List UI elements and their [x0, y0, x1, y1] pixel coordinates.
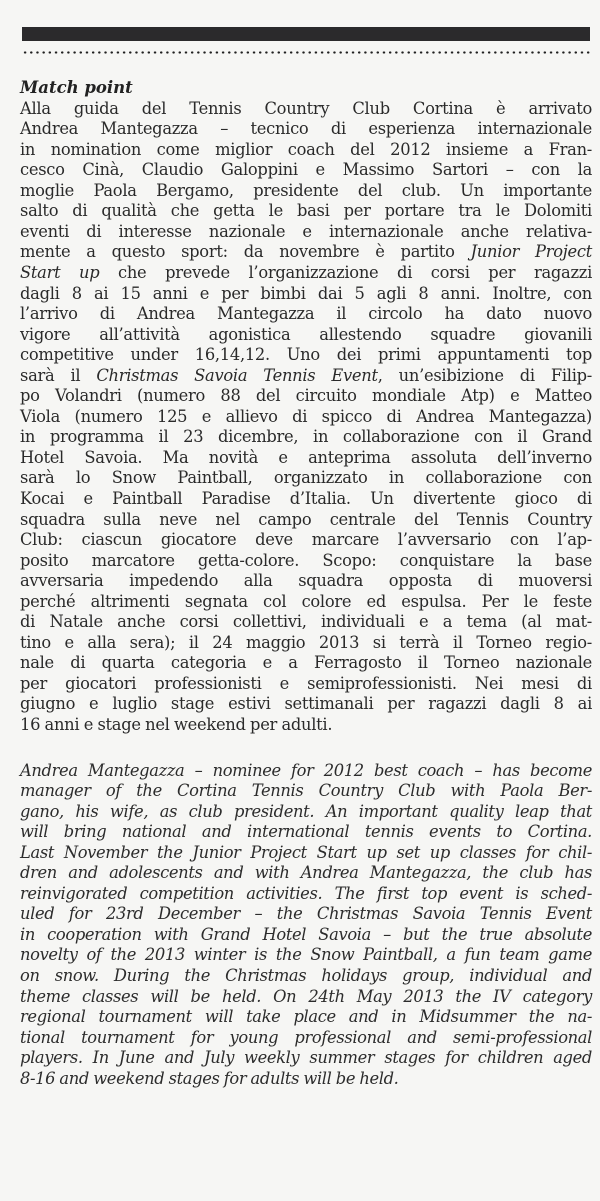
text-line: [20, 304, 592, 325]
article-heading: Match point: [20, 78, 133, 97]
text-line: [20, 427, 592, 448]
text-segment: Alla guida del Tennis Country Club Cortina è arrivato: [20, 98, 592, 118]
text-line: [20, 181, 592, 202]
text-segment: nale di quarta categoria e a Ferragosto il Torneo nazionale: [20, 653, 592, 673]
text-line: [20, 592, 592, 613]
text-segment: posito marcatore getta-colore. Scopo: conquistare la base: [20, 550, 592, 570]
text-segment: Viola (numero 125 e allievo di spicco di Andrea Mantegazza): [20, 406, 592, 426]
text-segment: 16 anni e stage nel weekend per adulti.: [20, 715, 333, 734]
text-segment: giugno e luglio stage estivi settimanali per ragazzi dagli 8 ai: [20, 694, 592, 714]
text-line: [20, 694, 592, 715]
text-line: on snow. During the Christmas holidays group, individual and: [20, 966, 592, 986]
text-line: theme classes will be held. On 24th May 2013 the IV category: [20, 986, 592, 1006]
text-line: [20, 119, 592, 140]
text-line: [20, 653, 592, 674]
text-line: [20, 345, 592, 366]
italic-text-segment: Junior Project: [470, 242, 592, 262]
text-line: dren and adolescents and with Andrea Mantegazza, the club has: [20, 863, 592, 883]
text-line: [20, 612, 592, 633]
text-line: [20, 715, 592, 736]
text-line: [20, 99, 592, 120]
text-segment: Kocai e Paintball Paradise d’Italia. Un divertente gioco di: [20, 488, 592, 508]
italic-text-segment: Christmas Savoia Tennis Event: [96, 365, 378, 385]
text-line: [20, 530, 592, 551]
text-line: uled for 23rd December – the Christmas Savoia Tennis Event: [20, 904, 592, 924]
text-segment: moglie Paola Bergamo, presidente del club. Un importante: [20, 180, 592, 200]
article: [20, 78, 592, 1089]
text-segment: salto di qualità che getta le basi per portare tra le Dolomiti: [20, 201, 592, 221]
text-segment: dagli 8 ai 15 anni e per bimbi dai 5 agli 8 anni. Inoltre, con: [20, 283, 592, 303]
text-line: [20, 140, 592, 161]
text-line: [20, 407, 592, 428]
english-paragraph: [20, 761, 592, 1090]
italian-paragraph: [20, 99, 592, 736]
text-segment: l’arrivo di Andrea Mantegazza il circolo ha dato nuovo: [20, 304, 592, 324]
text-line: 8-16 and weekend stages for adults will be held.: [20, 1068, 399, 1088]
text-segment: sarà il: [20, 365, 97, 385]
text-segment: di Natale anche corsi collettivi, individuali e a tema (al mat-: [20, 612, 592, 632]
text-segment: cesco Cinà, Claudio Galoppini e Massimo Sartori – con la: [20, 160, 592, 180]
text-line: [20, 489, 592, 510]
text-line: Andrea Mantegazza – nominee for 2012 best coach – has become: [20, 760, 592, 780]
text-line: [20, 160, 592, 181]
text-line: [20, 366, 592, 387]
text-segment: eventi di interesse nazionale e internazionale anche relativa-: [20, 221, 592, 241]
text-segment: in nomination come miglior coach del 2012 insieme a Fran-: [20, 139, 592, 159]
text-segment: perché altrimenti segnata col colore ed espulsa. Per le feste: [20, 591, 592, 611]
text-segment: che prevede l’organizzazione di corsi per ragazzi: [99, 262, 592, 282]
text-segment: mente a questo sport: da novembre è partito: [20, 242, 471, 262]
text-segment: Hotel Savoia. Ma novità e anteprima assoluta dell’inverno: [20, 447, 592, 467]
text-line: [20, 510, 592, 531]
text-segment: in programma il 23 dicembre, in collaborazione con il Grand: [20, 427, 592, 447]
text-segment: avversaria impedendo alla squadra opposta di muoversi: [20, 571, 592, 591]
text-segment: tino e alla sera); il 24 maggio 2013 si terrà il Torneo regio-: [20, 632, 592, 652]
text-line: manager of the Cortina Tennis Country Club with Paola Ber-: [20, 781, 592, 801]
text-segment: Andrea Mantegazza – tecnico di esperienza internazionale: [20, 119, 592, 139]
text-line: [20, 325, 592, 346]
text-line: will bring national and international tennis events to Cortina.: [20, 822, 592, 842]
top-decorative-bar: [22, 27, 590, 41]
text-line: [20, 674, 592, 695]
text-line: [20, 242, 592, 263]
text-line: [20, 201, 592, 222]
text-line: [20, 448, 592, 469]
text-line: [20, 386, 592, 407]
text-line: [20, 222, 592, 243]
text-segment: squadra sulla neve nel campo centrale del Tennis Country: [20, 509, 592, 529]
text-line: regional tournament will take place and in Midsummer the na-: [20, 1007, 592, 1027]
text-line: players. In June and July weekly summer stages for children aged: [20, 1048, 592, 1068]
text-segment: competitive under 16,14,12. Uno dei primi appuntamenti top: [20, 345, 592, 365]
dotted-rule-divider: [22, 51, 590, 54]
text-line: [20, 571, 592, 592]
text-line: [20, 551, 592, 572]
text-segment: , un’esibizione di Filip-: [377, 365, 593, 385]
text-line: gano, his wife, as club president. An important quality leap that: [20, 801, 592, 821]
text-line: reinvigorated competition activities. The first top event is sched-: [20, 883, 592, 903]
text-line: novelty of the 2013 winter is the Snow Paintball, a fun team game: [20, 945, 592, 965]
text-segment: per giocatori professionisti e semiprofessionisti. Nei mesi di: [20, 673, 592, 693]
text-line: in cooperation with Grand Hotel Savoia – but the true absolute: [20, 924, 592, 944]
text-line: [20, 468, 592, 489]
text-line: tional tournament for young professional and semi-professional: [20, 1027, 592, 1047]
text-segment: sarà lo Snow Paintball, organizzato in collaborazione con: [20, 468, 592, 488]
text-line: [20, 284, 592, 305]
text-segment: Club: ciascun giocatore deve marcare l’avversario con l’ap-: [20, 530, 592, 550]
text-segment: po Volandri (numero 88 del circuito mondiale Atp) e Matteo: [20, 386, 592, 406]
italic-text-segment: Start up: [20, 262, 100, 282]
text-line: [20, 263, 592, 284]
text-segment: vigore all’attività agonistica allestendo squadre giovanili: [20, 324, 592, 344]
text-line: [20, 633, 592, 654]
text-line: Last November the Junior Project Start up set up classes for chil-: [20, 842, 592, 862]
